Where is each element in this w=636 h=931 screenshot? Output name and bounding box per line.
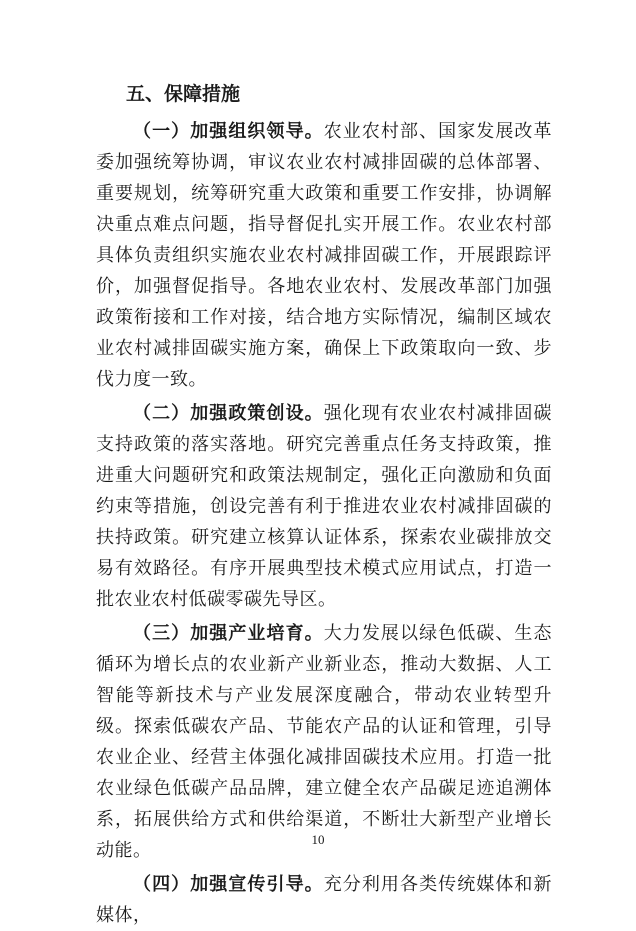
paragraph-organization-leadership <box>96 116 552 395</box>
paragraph-policy-creation <box>96 398 552 615</box>
paragraph-body: 充分利用各类传统媒体和新媒体， <box>96 874 553 926</box>
paragraph-lead: （一）加强组织领导。 <box>133 121 324 142</box>
document-page <box>96 82 552 931</box>
paragraph-body: 大力发展以绿色低碳、生态循环为增长点的农业新产业新业态，推动大数据、人工智能等新技术与产业发展深度融合，带动农业转型升级。探索低碳农产品、节能农产品的认证和管理，引导农业企业、经营主体强化减排固碳技术应用。打造一批农业绿色低碳产品品牌，建立健全农产品碳足迹追溯体系，拓展供给方式和供给渠道，不断壮大新型产业增长动能。 <box>96 623 553 861</box>
page-number: 10 <box>311 832 325 847</box>
paragraph-industry-cultivation <box>96 618 552 866</box>
section-heading: 五、保障措施 <box>126 83 241 105</box>
paragraph-lead: （四）加强宣传引导。 <box>133 874 324 895</box>
paragraph-publicity-guidance <box>96 869 552 931</box>
paragraph-lead: （三）加强产业培育。 <box>133 623 324 644</box>
paragraph-lead: （二）加强政策创设。 <box>133 403 324 424</box>
paragraph-body: 强化现有农业农村减排固碳支持政策的落实落地。研究完善重点任务支持政策，推进重大问题研究和政策法规制定，强化正向激励和负面约束等措施，创设完善有利于推进农业农村减排固碳的扶持政策。研究建立核算认证体系，探索农业碳排放交易有效路径。有序开展典型技术模式应用试点，打造一批农业农村低碳零碳先导区。 <box>96 403 553 610</box>
paragraph-body: 农业农村部、国家发展改革委加强统筹协调，审议农业农村减排固碳的总体部署、重要规划，统筹研究重大政策和重要工作安排，协调解决重点难点问题，指导督促扎实开展工作。农业农村部具体负责组织实施农业农村减排固碳工作，开展跟踪评价，加强督促指导。各地农业农村、发展改革部门加强政策衔接和工作对接，结合地方实际情况，编制区域农业农村减排固碳实施方案，确保上下政策取向一致、步伐力度一致。 <box>96 121 553 390</box>
